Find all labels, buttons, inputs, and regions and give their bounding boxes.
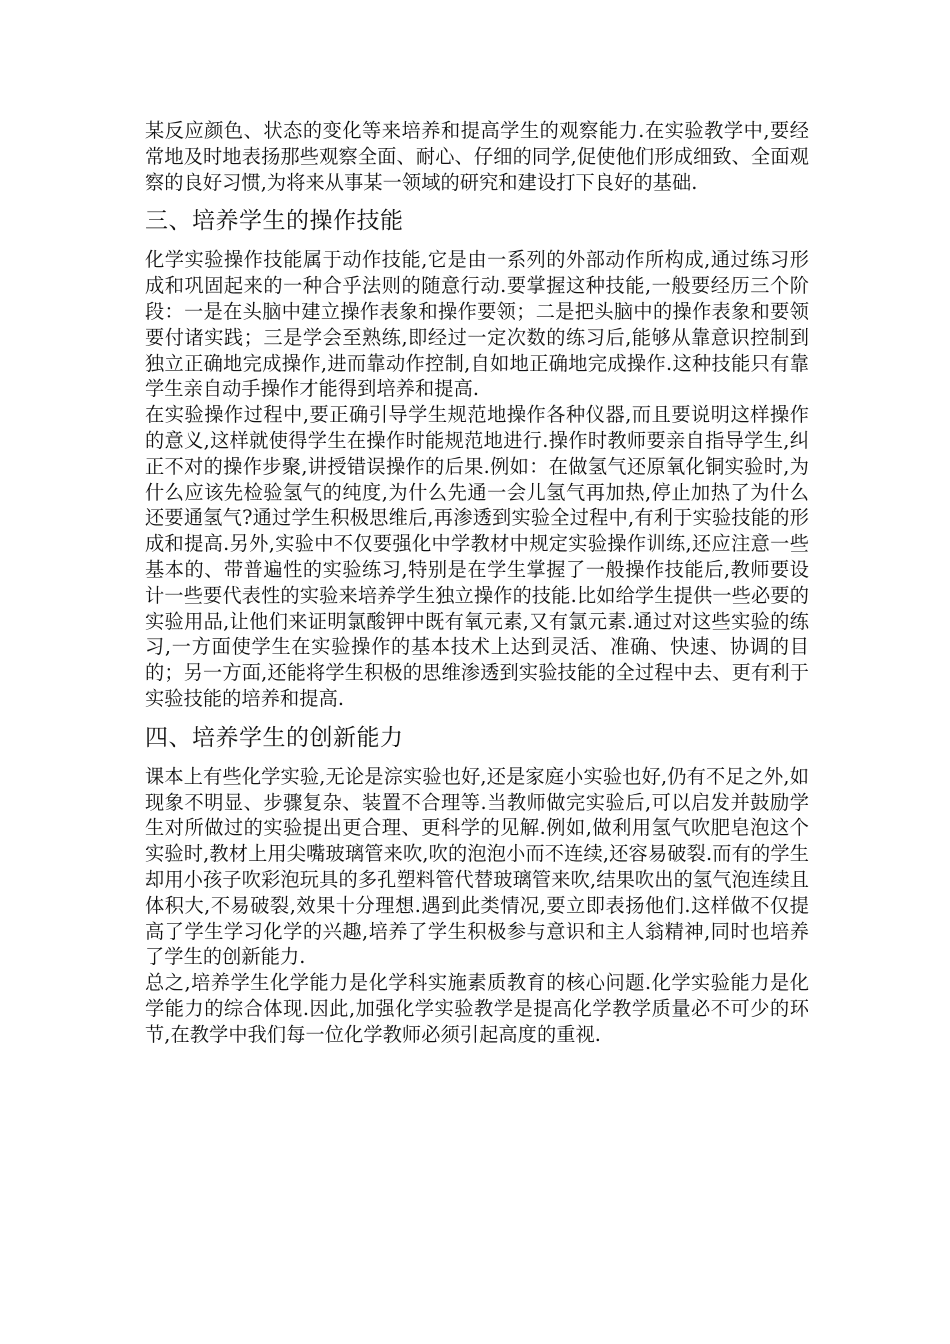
document-page: [145, 118, 809, 1048]
paragraph-conclusion: 总之,培养学生化学能力是化学科实施素质教育的核心问题.化学实验能力是化学能力的综合体现.因此,加强化学实验教学是提高化学教学质量必不可少的环节,在教学中我们每一位化学教师必须引起高度的重视.: [145, 971, 809, 1046]
paragraph-operation-skills-definition: 化学实验操作技能属于动作技能,它是由一系列的外部动作所构成,通过练习形成和巩固起来的一种合乎法则的随意行动.要掌握这种技能,一般要经历三个阶段：一是在头脑中建立操作表象和操作要领；二是把头脑中的操作表象和要领要付诸实践；三是学会至熟练,即经过一定次数的练习后,能够从靠意识控制到独立正确地完成操作,进而靠动作控制,自如地正确地完成操作.这种技能只有靠学生亲自动手操作才能得到培养和提高.: [145, 248, 809, 401]
section-heading-operation-skills: 三、培养学生的操作技能: [145, 208, 404, 235]
paragraph-operation-guidance: 在实验操作过程中,要正确引导学生规范地操作各种仪器,而且要说明这样操作的意义,这样就使得学生在操作时能规范地进行.操作时教师要亲自指导学生,纠正不对的操作步聚,讲授错误操作的后果.例如：在做氢气还原氧化铜实验时,为什么应该先检验氢气的纯度,为什么先通一会儿氢气再加热,停止加热了为什么还要通氢气?通过学生积极思维后,再渗透到实验全过程中,有利于实验技能的形成和提高.另外,实验中不仅要强化中学教材中规定实验操作训练,还应注意一些基本的、带普遍性的实验练习,特别是在学生掌握了一般操作技能后,教师要设计一些要代表性的实验来培养学生独立操作的技能.比如给学生提供一些必要的实验用品,让他们来证明氯酸钾中既有氧元素,又有氯元素.通过对这些实验的练习,一方面使学生在实验操作的基本技术上达到灵活、准确、快速、协调的目的；另一方面,还能将学生积极的思维渗透到实验技能的全过程中去、更有利于实验技能的培养和提高.: [145, 403, 809, 710]
paragraph-innovation-example: 课本上有些化学实验,无论是淙实验也好,还是家庭小实验也好,仍有不足之外,如现象不明显、步骤复杂、装置不合理等.当教师做完实验后,可以启发并鼓励学生对所做过的实验提出更合理、更科学的见解.例如,做利用氢气吹肥皂泡这个实验时,教材上用尖嘴玻璃管来吹,吹的泡泡小而不连续,还容易破裂.而有的学生却用小孩子吹彩泡玩具的多孔塑料管代替玻璃管来吹,结果吹出的氢气泡连续且体积大,不易破裂,效果十分理想.遇到此类情况,要立即表扬他们.这样做不仅提高了学生学习化学的兴趣,培养了学生积极参与意识和主人翁精神,同时也培养了学生的创新能力.: [145, 764, 809, 969]
section-heading-innovation: 四、培养学生的创新能力: [145, 724, 404, 751]
paragraph-observation-continued: 某反应颜色、状态的变化等来培养和提高学生的观察能力.在实验教学中,要经常地及时地表扬那些观察全面、耐心、仔细的同学,促使他们形成细致、全面观察的良好习惯,为将来从事某一领域的研究和建设打下良好的基础.: [145, 119, 809, 194]
